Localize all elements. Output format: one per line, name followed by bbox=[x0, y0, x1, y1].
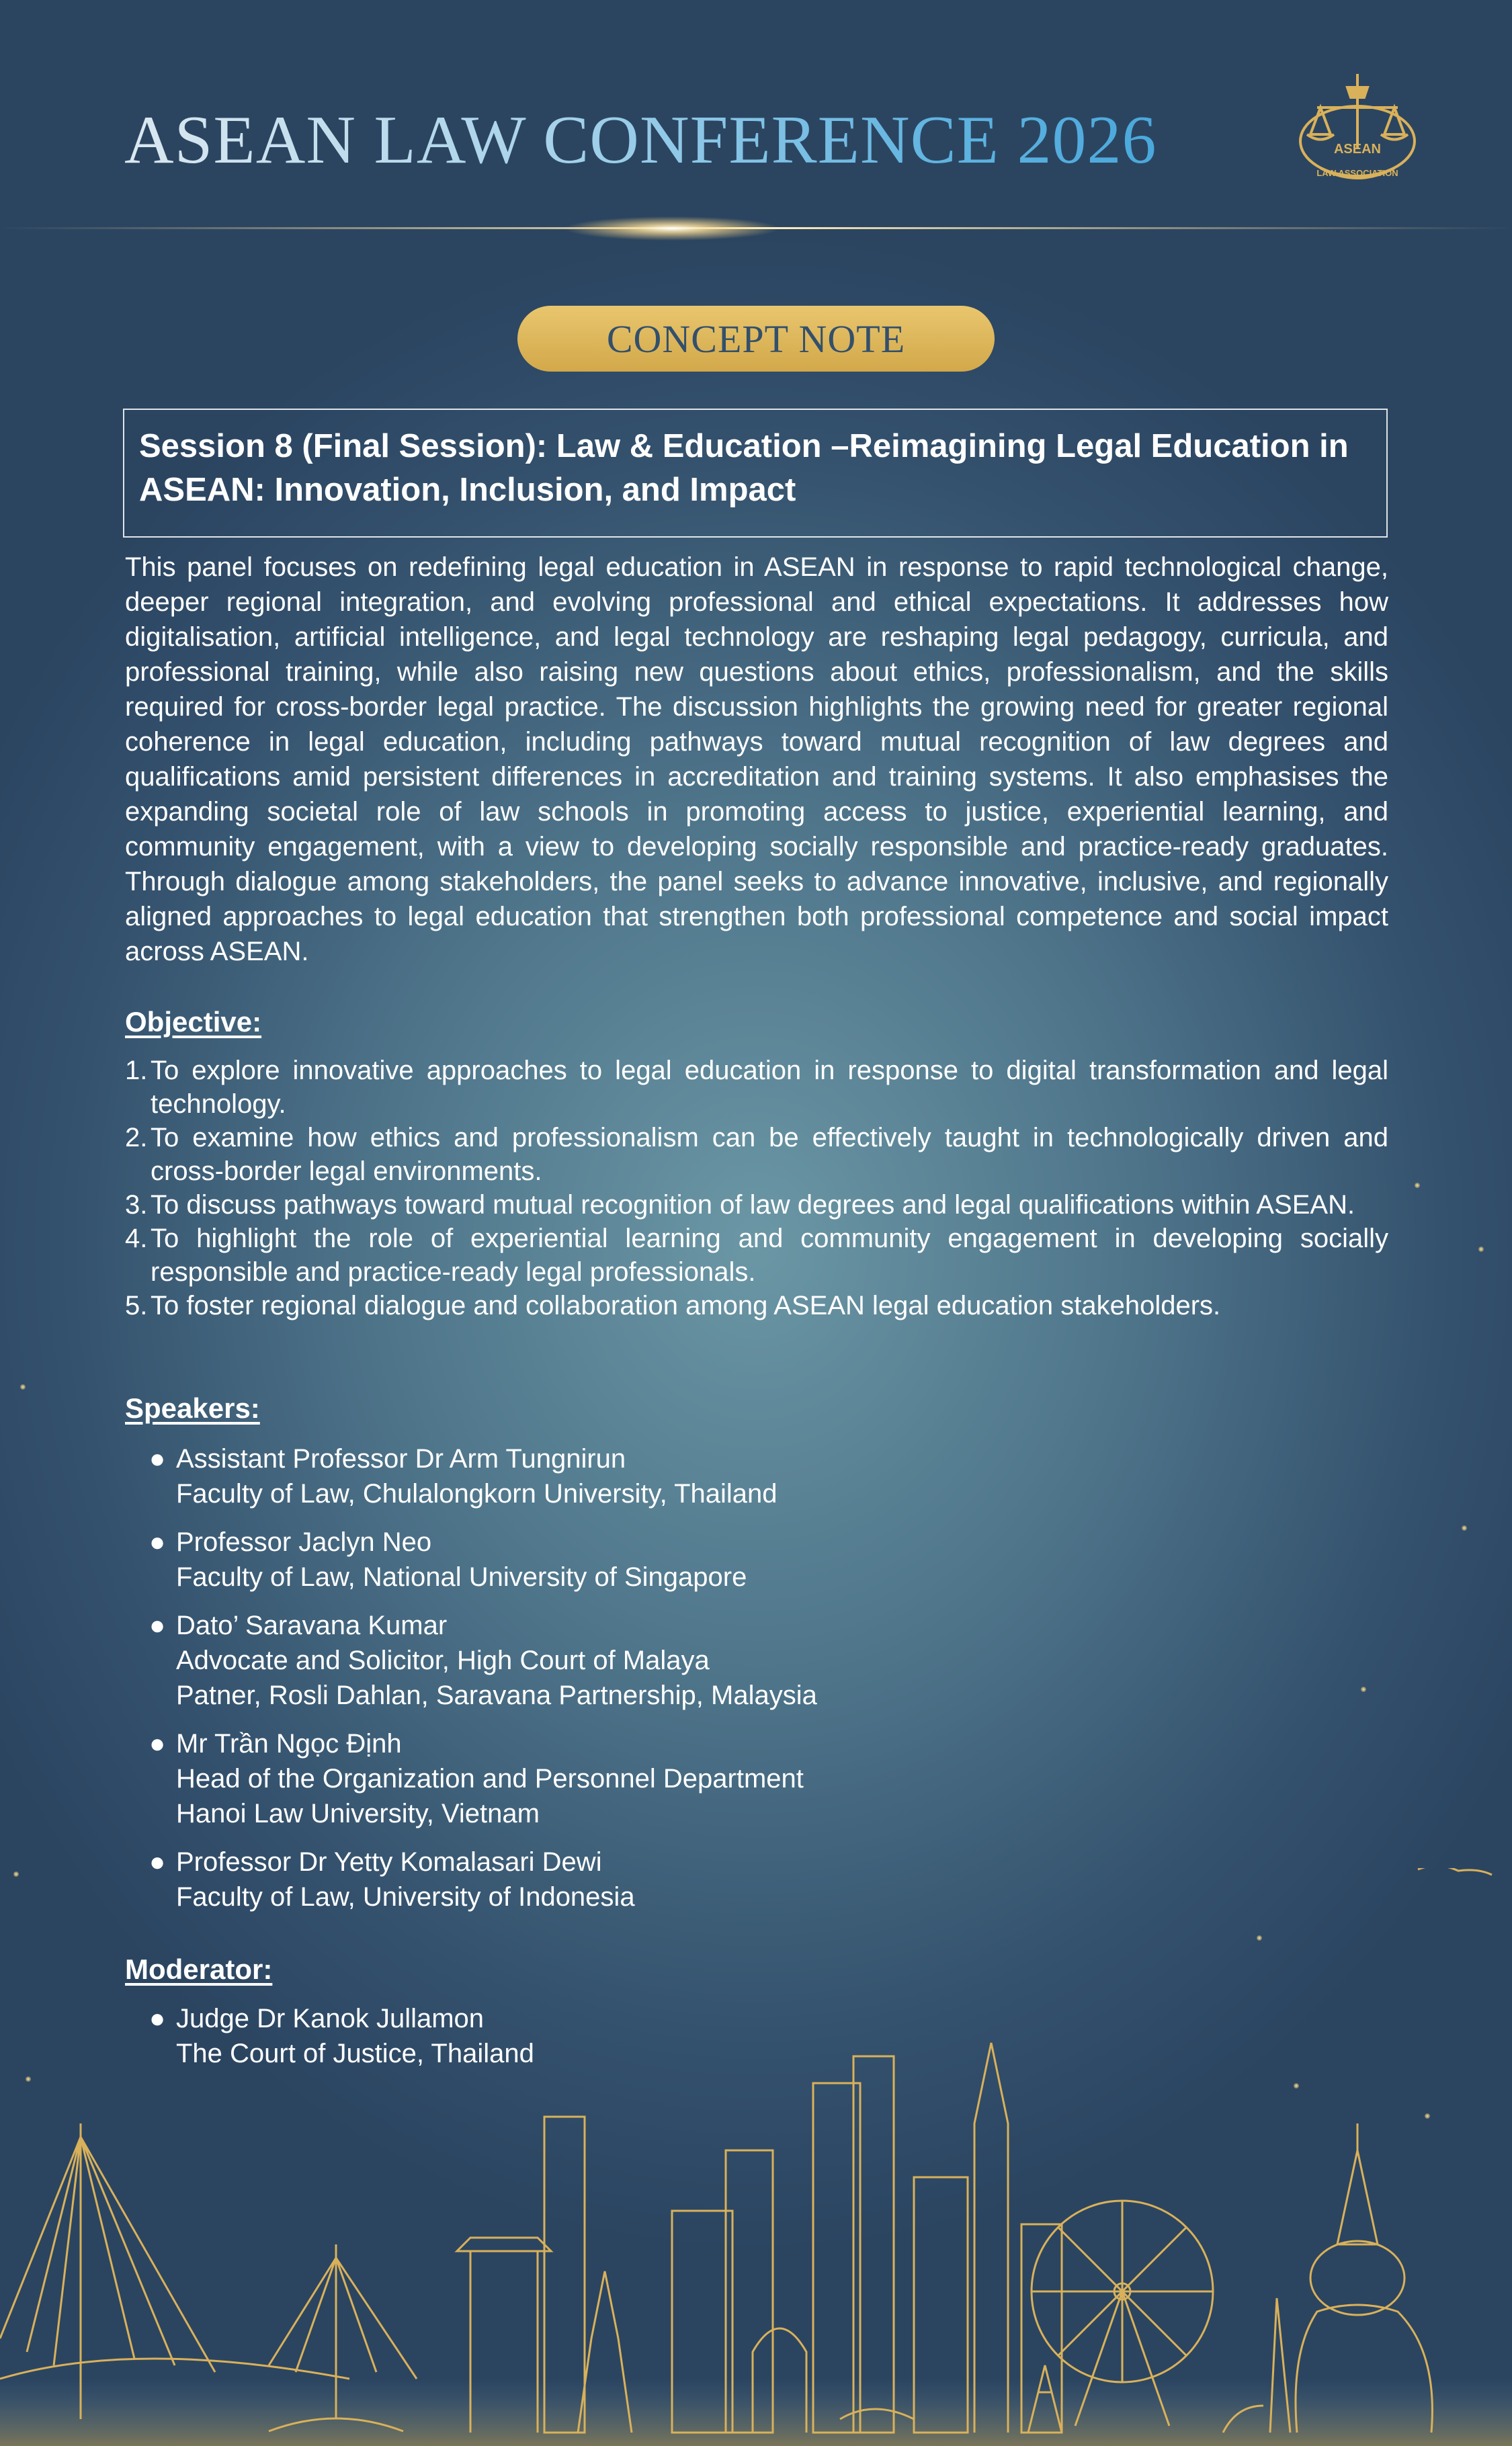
objective-item bbox=[125, 1222, 1388, 1289]
speaker-affiliation: Advocate and Solicitor, High Court of Malaya bbox=[176, 1646, 710, 1675]
speaker-item bbox=[149, 1608, 1224, 1713]
sparkle-decoration bbox=[1425, 2113, 1430, 2119]
speaker-affiliation: Faculty of Law, National University of Singapore bbox=[176, 1562, 747, 1592]
objective-heading: Objective: bbox=[125, 1006, 262, 1038]
bullet-icon: ● bbox=[149, 1729, 166, 1759]
objective-item bbox=[125, 1054, 1388, 1121]
sparkle-decoration bbox=[13, 1871, 19, 1877]
session-title-box bbox=[123, 409, 1388, 538]
moderator-name: Judge Dr Kanok Jullamon bbox=[176, 2004, 485, 2033]
session-title: Session 8 (Final Session): Law & Education –Reimagining Legal Education in ASEAN: Innovation, Inclusion, and Impact bbox=[139, 428, 1349, 508]
conference-title: ASEAN LAW CONFERENCE 2026 bbox=[124, 102, 1157, 178]
moderator-heading: Moderator: bbox=[125, 1953, 273, 1985]
logo-text-top: ASEAN bbox=[1333, 142, 1382, 157]
moderator-affiliation: The Court of Justice, Thailand bbox=[176, 2039, 534, 2068]
objective-text: To explore innovative approaches to legal education in response to digital transformation and legal technology. bbox=[151, 1056, 1388, 1119]
sparkle-decoration bbox=[1462, 1525, 1467, 1531]
speaker-item bbox=[149, 1525, 1224, 1595]
bullet-icon: ● bbox=[149, 1527, 166, 1557]
speaker-affiliation-2: Patner, Rosli Dahlan, Saravana Partnership, Malaysia bbox=[176, 1681, 817, 1710]
sparkle-decoration bbox=[26, 2076, 31, 2082]
speaker-name: Professor Jaclyn Neo bbox=[176, 1527, 432, 1557]
speaker-name: Professor Dr Yetty Komalasari Dewi bbox=[176, 1847, 602, 1877]
speaker-affiliation-2: Hanoi Law University, Vietnam bbox=[176, 1799, 540, 1828]
sparkle-decoration bbox=[1478, 1247, 1484, 1252]
sparkle-decoration bbox=[1257, 1935, 1262, 1941]
speaker-name: Dato’ Saravana Kumar bbox=[176, 1611, 448, 1640]
sparkle-decoration bbox=[20, 1384, 26, 1390]
speaker-affiliation: Faculty of Law, University of Indonesia bbox=[176, 1882, 635, 1912]
objective-number: 3. bbox=[125, 1190, 148, 1220]
logo-text-bottom: LAW ASSOCIATION bbox=[1316, 168, 1398, 178]
bullet-icon: ● bbox=[149, 2004, 166, 2033]
sparkle-decoration bbox=[1415, 1183, 1420, 1188]
sparkle-decoration bbox=[1294, 2083, 1299, 2089]
speaker-item bbox=[149, 1726, 1224, 1831]
objective-text: To examine how ethics and professionalism can be effectively taught in technologically driven and cross-border legal environments. bbox=[151, 1123, 1388, 1186]
speaker-item bbox=[149, 1441, 1224, 1511]
objective-number: 1. bbox=[125, 1056, 148, 1085]
objective-list bbox=[125, 1054, 1388, 1322]
speakers-heading: Speakers: bbox=[125, 1392, 260, 1424]
objective-number: 5. bbox=[125, 1291, 148, 1320]
speaker-affiliation: Faculty of Law, Chulalongkorn University, Thailand bbox=[176, 1479, 778, 1509]
bullet-icon: ● bbox=[149, 1847, 166, 1877]
sparkle-decoration bbox=[1361, 1687, 1366, 1692]
intro-paragraph: This panel focuses on redefining legal education in ASEAN in response to rapid technological change, deeper regional integration, and evolving professional and ethical expectations. It addresses how digitalisation, artificial intelligence, and legal technology are reshaping legal pedagogy, curricula, and professional training, while also raising new questions about ethics, professionalism, and the skills required for cross-border legal practice. The discussion highlights the growing need for greater regional coherence in legal education, including pathways toward mutual recognition of law degrees and qualifications amid persistent differences in accreditation and training systems. It also emphasises the expanding societal role of law schools in promoting access to justice, experiential learning, and community engagement, with a view to developing socially responsible and practice-ready graduates. Through dialogue among stakeholders, the panel seeks to advance innovative, inclusive, and regionally aligned approaches to legal education that strengthen both professional competence and social impact across ASEAN. bbox=[125, 552, 1388, 966]
speakers-list bbox=[149, 1441, 1224, 1928]
objective-text: To foster regional dialogue and collaboration among ASEAN legal education stakeholders. bbox=[151, 1291, 1221, 1320]
asean-skyline-illustration bbox=[0, 1868, 1512, 2446]
objective-number: 4. bbox=[125, 1224, 148, 1253]
objective-text: To discuss pathways toward mutual recognition of law degrees and legal qualifications within ASEAN. bbox=[151, 1190, 1355, 1220]
bullet-icon: ● bbox=[149, 1444, 166, 1474]
objective-item bbox=[125, 1121, 1388, 1188]
speaker-affiliation: Head of the Organization and Personnel Department bbox=[176, 1764, 804, 1794]
objective-item bbox=[125, 1289, 1388, 1322]
speaker-name: Assistant Professor Dr Arm Tungnirun bbox=[176, 1444, 626, 1474]
bullet-icon: ● bbox=[149, 1611, 166, 1640]
objective-number: 2. bbox=[125, 1123, 148, 1152]
objective-item bbox=[125, 1188, 1388, 1222]
objective-text: To highlight the role of experiential learning and community engagement in developing socially responsible and practice-ready legal professionals. bbox=[151, 1224, 1388, 1287]
title-glow-divider bbox=[0, 215, 1512, 242]
asean-law-association-logo bbox=[1280, 67, 1435, 188]
speaker-name: Mr Trần Ngọc Định bbox=[176, 1729, 402, 1759]
concept-note-badge: CONCEPT NOTE bbox=[517, 306, 995, 372]
